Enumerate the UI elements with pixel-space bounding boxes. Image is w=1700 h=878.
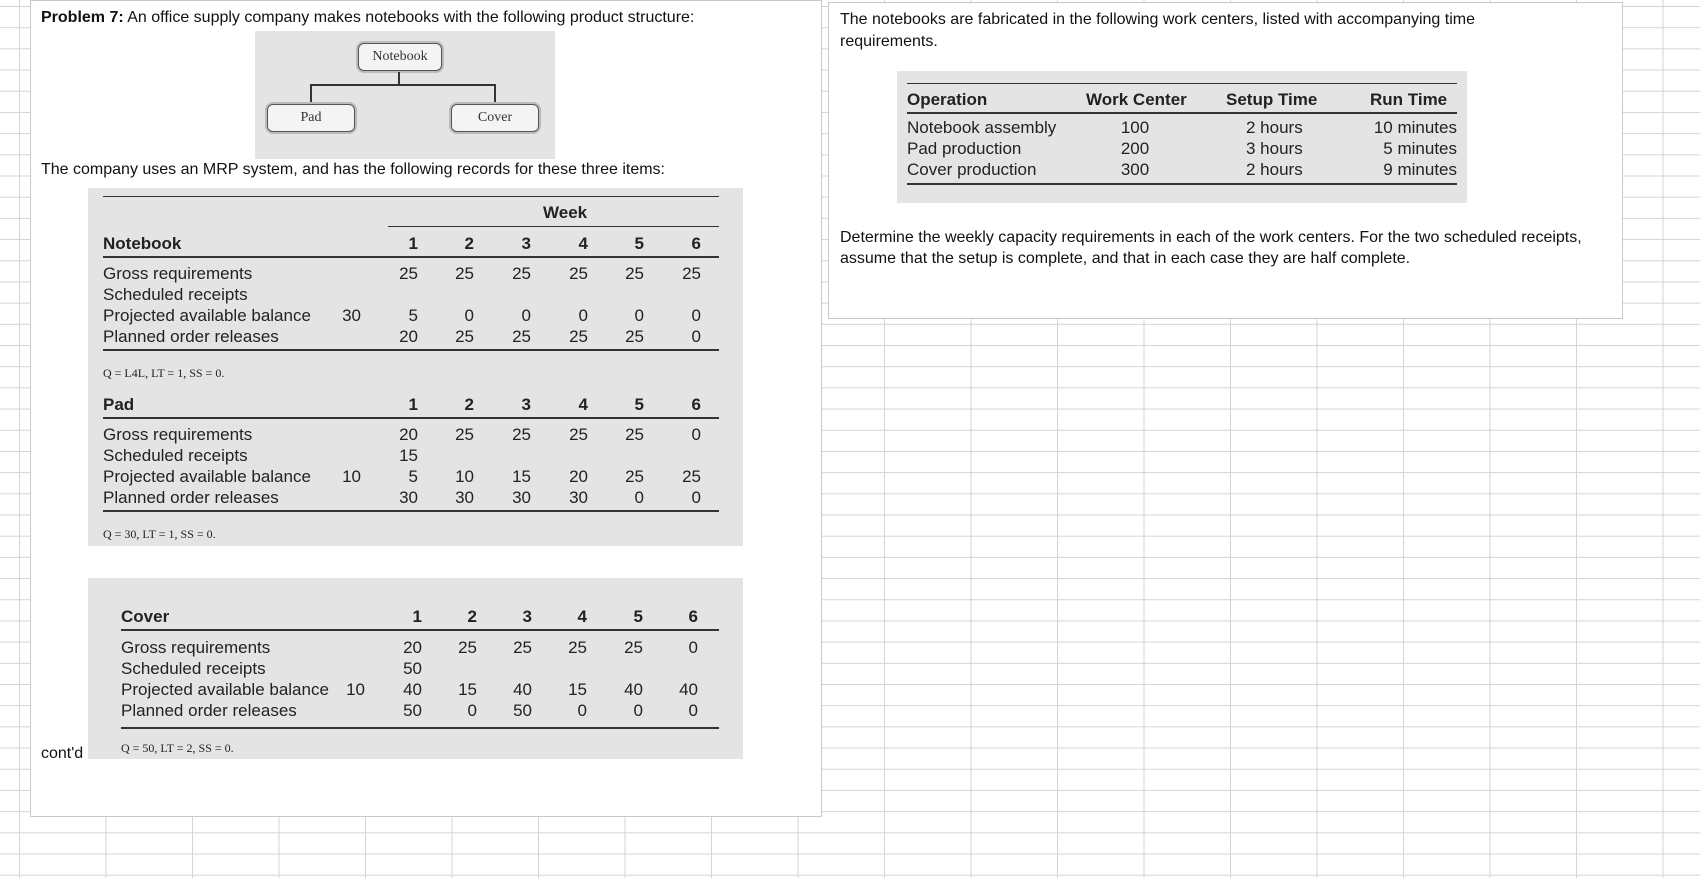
- wc-number: 300: [1120, 160, 1150, 179]
- week-header: 5: [634, 234, 644, 253]
- row-label: Gross requirements: [103, 264, 253, 283]
- cell-value: 30: [455, 488, 474, 507]
- cell-value: 25: [513, 638, 532, 657]
- cell-value: 25: [625, 467, 644, 486]
- cell-value: 0: [578, 306, 588, 325]
- node-notebook: Notebook: [358, 43, 442, 71]
- week-header: 3: [522, 607, 532, 626]
- cell-value: 0: [691, 306, 701, 325]
- week-header: 3: [521, 395, 531, 414]
- pad-title: Pad: [103, 395, 135, 414]
- node-cover: Cover: [451, 104, 539, 132]
- work-center-panel: [828, 2, 1623, 319]
- tree-connector: [310, 84, 312, 104]
- cell-value: 50: [513, 701, 532, 720]
- question-line1: Determine the weekly capacity requirements in each of the work centers. For the two scheduled receipts,: [840, 229, 1582, 246]
- row-label: Gross requirements: [103, 425, 253, 444]
- week-header: 5: [633, 607, 643, 626]
- cell-value: 40: [513, 680, 532, 699]
- cell-value: 40: [403, 680, 422, 699]
- cell-value: 25: [682, 264, 701, 283]
- pad-lot-note: Q = 30, LT = 1, SS = 0.: [103, 527, 216, 541]
- cell-value: 25: [568, 638, 587, 657]
- rule: [907, 83, 1457, 84]
- initial-balance: 10: [346, 680, 365, 699]
- cell-value: 5: [408, 306, 418, 325]
- problem-panel: [30, 0, 822, 817]
- cell-value: 25: [512, 425, 531, 444]
- week-header: 6: [691, 395, 701, 414]
- rule: [103, 256, 719, 258]
- cell-value: 30: [399, 488, 418, 507]
- cell-value: 10: [455, 467, 474, 486]
- row-label: Planned order releases: [103, 327, 279, 346]
- week-header: 6: [688, 607, 698, 626]
- cell-value: 25: [682, 467, 701, 486]
- contd-label: cont'd: [41, 745, 84, 762]
- row-label: Planned order releases: [103, 488, 279, 507]
- notebook-lot-note: Q = L4L, LT = 1, SS = 0.: [103, 366, 225, 380]
- mrp-box-cover: [88, 578, 743, 759]
- initial-balance: 30: [342, 306, 361, 325]
- rule: [103, 417, 719, 419]
- problem-label: Problem 7:: [41, 9, 124, 26]
- cell-value: 0: [634, 488, 644, 507]
- problem-intro: An office supply company makes notebooks with the following product structure:: [123, 9, 695, 26]
- wc-setup: 2 hours: [1246, 118, 1303, 137]
- cell-value: 0: [691, 327, 701, 346]
- week-header: 3: [521, 234, 531, 253]
- cell-value: 25: [455, 264, 474, 283]
- week-header: 4: [578, 234, 588, 253]
- cell-value: 40: [624, 680, 643, 699]
- wc-number: 200: [1120, 139, 1150, 158]
- wc-intro-line1: The notebooks are fabricated in the following work centers, listed with accompanying time: [840, 11, 1475, 28]
- cell-value: 20: [403, 638, 422, 657]
- cell-value: 25: [569, 425, 588, 444]
- question-line2: assume that the setup is complete, and that in each case they are half complete.: [840, 250, 1411, 267]
- cell-value: 5: [408, 467, 418, 486]
- cell-value: 30: [569, 488, 588, 507]
- wc-operation: Notebook assembly: [907, 118, 1057, 137]
- row-label: Scheduled receipts: [103, 285, 248, 304]
- cell-value: 0: [634, 306, 644, 325]
- cell-value: 15: [568, 680, 587, 699]
- cell-value: 15: [458, 680, 477, 699]
- week-header: 4: [577, 607, 587, 626]
- cell-value: 0: [691, 488, 701, 507]
- rule: [103, 510, 719, 512]
- rule: [103, 349, 719, 351]
- cell-value: 25: [625, 264, 644, 283]
- cell-value: 0: [633, 701, 643, 720]
- wc-setup: 2 hours: [1246, 160, 1303, 179]
- wc-header: Operation: [907, 90, 988, 109]
- cell-value: 40: [679, 680, 698, 699]
- cell-value: 25: [624, 638, 643, 657]
- initial-balance: 10: [342, 467, 361, 486]
- cell-value: 0: [691, 425, 701, 444]
- cell-value: 25: [512, 327, 531, 346]
- rule: [907, 183, 1457, 185]
- wc-run: 10 minutes: [1373, 118, 1457, 137]
- cell-value: 20: [399, 327, 418, 346]
- rule: [121, 727, 719, 729]
- cell-value: 0: [467, 701, 477, 720]
- row-label: Planned order releases: [121, 701, 297, 720]
- cell-value: 25: [455, 425, 474, 444]
- notebook-title: Notebook: [103, 234, 182, 253]
- week-header: 6: [691, 234, 701, 253]
- mrp-box-notebook-pad: [88, 188, 743, 546]
- cell-value: 0: [521, 306, 531, 325]
- cell-value: 50: [403, 659, 422, 678]
- rule: [121, 629, 719, 631]
- row-label: Projected available balance: [121, 680, 329, 699]
- work-center-table: [897, 71, 1467, 203]
- wc-run: 5 minutes: [1383, 139, 1457, 158]
- week-header: 1: [408, 234, 418, 253]
- cell-value: 0: [688, 638, 698, 657]
- tree-connector: [494, 84, 496, 104]
- rule: [103, 196, 719, 197]
- cell-value: 25: [512, 264, 531, 283]
- wc-header: Run Time: [1370, 90, 1448, 109]
- wc-operation: Pad production: [907, 139, 1022, 158]
- cell-value: 0: [688, 701, 698, 720]
- wc-header: Work Center: [1086, 90, 1187, 109]
- cover-lot-note: Q = 50, LT = 2, SS = 0.: [121, 741, 234, 755]
- wc-header: Setup Time: [1226, 90, 1318, 109]
- cell-value: 25: [458, 638, 477, 657]
- row-label: Projected available balance: [103, 306, 311, 325]
- row-label: Scheduled receipts: [121, 659, 266, 678]
- wc-setup: 3 hours: [1246, 139, 1303, 158]
- wc-operation: Cover production: [907, 160, 1037, 179]
- cell-value: 25: [625, 425, 644, 444]
- rule: [907, 112, 1457, 114]
- cell-value: 25: [569, 327, 588, 346]
- week-header: 5: [634, 395, 644, 414]
- problem-heading: [41, 7, 694, 28]
- week-header: 2: [464, 395, 474, 414]
- wc-number: 100: [1120, 118, 1150, 137]
- week-header: 1: [412, 607, 422, 626]
- cell-value: 15: [399, 446, 418, 465]
- tree-connector: [310, 84, 495, 86]
- cell-value: 25: [455, 327, 474, 346]
- rule: [388, 226, 719, 227]
- cell-value: 25: [569, 264, 588, 283]
- cell-value: 0: [464, 306, 474, 325]
- cell-value: 15: [512, 467, 531, 486]
- product-structure-diagram: [255, 31, 555, 159]
- node-pad: Pad: [267, 104, 355, 132]
- cell-value: 20: [399, 425, 418, 444]
- week-header: 2: [467, 607, 477, 626]
- wc-run: 9 minutes: [1383, 160, 1457, 179]
- cell-value: 20: [569, 467, 588, 486]
- wc-intro-line2: requirements.: [840, 33, 938, 50]
- cell-value: 0: [577, 701, 587, 720]
- row-label: Gross requirements: [121, 638, 271, 657]
- cell-value: 30: [512, 488, 531, 507]
- mrp-intro: The company uses an MRP system, and has the following records for these three items:: [41, 161, 665, 178]
- week-header: 4: [578, 395, 588, 414]
- cell-value: 50: [403, 701, 422, 720]
- row-label: Projected available balance: [103, 467, 311, 486]
- week-header: 1: [408, 395, 418, 414]
- cover-title: Cover: [121, 607, 170, 626]
- row-label: Scheduled receipts: [103, 446, 248, 465]
- week-label: Week: [543, 203, 588, 222]
- cell-value: 25: [625, 327, 644, 346]
- cell-value: 25: [399, 264, 418, 283]
- week-header: 2: [464, 234, 474, 253]
